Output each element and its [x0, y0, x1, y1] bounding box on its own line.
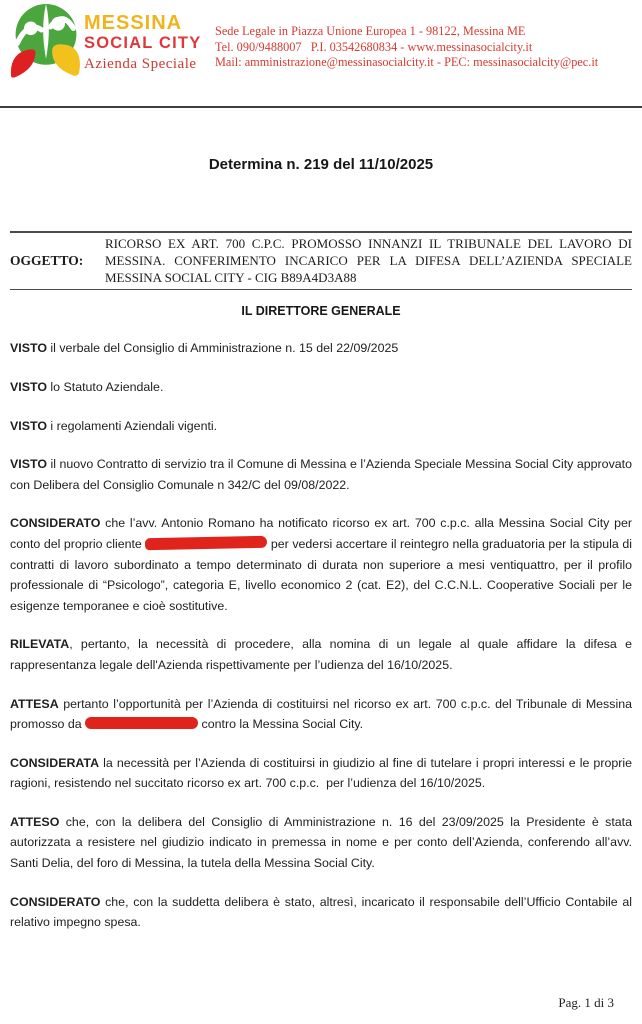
paragraph-text: che, con la suddetta delibera è stato, altresì, incaricato il responsabile dell’Ufficio Contabile al relativo impegno spesa.	[10, 894, 632, 930]
paragraph-text: contro la Messina Social City.	[198, 717, 364, 732]
paragraph-text: i regolamenti Aziendali vigenti.	[46, 418, 218, 433]
messina-social-city-logo-icon	[8, 4, 84, 80]
paragraph-considerato-1	[10, 513, 632, 616]
brand-subtitle: Azienda Speciale	[84, 55, 197, 72]
paragraph-lead: ATTESA	[10, 696, 59, 711]
document-body	[10, 338, 632, 932]
oggetto-text: RICORSO EX ART. 700 C.P.C. PROMOSSO INNANZI IL TRIBUNALE DEL LAVORO DI MESSINA. CONFERIMENTO INCARICO PER LA DIFESA DELL’AZIENDA SPECIALE MESSINA SOCIAL CITY - CIG B89A4D3A88	[105, 236, 632, 285]
paragraph-lead: VISTO	[10, 418, 47, 433]
brand-name-line2: SOCIAL CITY	[84, 34, 202, 52]
redacted-client-name	[85, 717, 198, 729]
paragraph-atteso	[10, 812, 632, 874]
contact-phone-vat: Tel. 090/9488007 P.I. 03542680834 - www.messinasocialcity.it	[215, 39, 533, 54]
paragraph-visto-1	[10, 338, 632, 359]
paragraph-text: il nuovo Contratto di servizio tra il Comune di Messina e l’Azienda Speciale Messina Social City approvato con Delibera del Consiglio Comunale n 342/C del 09/08/2022.	[10, 457, 632, 492]
paragraph-considerata	[10, 753, 632, 794]
paragraph-lead: VISTO	[10, 379, 47, 394]
paragraph-text: la necessità per l’Azienda di costituirsi in giudizio al fine di tutelare i propri interessi e le proprie ragioni, resistendo nel succitato ricorso ex art. 700 c.p.c. per l’udienza del 16/10/2025.	[10, 755, 632, 791]
paragraph-text: che l’avv. Antonio Romano ha notificato ricorso ex art. 700 c.p.c. alla Messina Social City per conto del proprio cliente	[10, 516, 632, 551]
paragraph-considerato-2	[10, 892, 632, 933]
oggetto-section	[10, 231, 632, 290]
contact-address: Sede Legale in Piazza Unione Europea 1 - 98122, Messina ME	[215, 24, 526, 38]
page-number: Pag. 1 di 3	[558, 995, 614, 1010]
paragraph-text: pertanto l’opportunità per l’Azienda di costituirsi nel ricorso ex art. 700 c.p.c. del Tribunale di Messina promosso da	[10, 696, 632, 732]
paragraph-lead: CONSIDERATO	[10, 894, 101, 909]
contact-email-pec: Mail: amministrazione@messinasocialcity.it - PEC: messinasocialcity@pec.it	[215, 55, 599, 69]
paragraph-rilevata	[10, 634, 632, 675]
paragraph-visto-4	[10, 454, 632, 495]
contact-block	[215, 24, 635, 71]
paragraph-visto-2	[10, 377, 632, 398]
paragraph-text: il verbale del Consiglio di Amministrazione n. 15 del 22/09/2025	[46, 341, 399, 356]
paragraph-visto-3	[10, 416, 632, 437]
letterhead	[0, 0, 642, 108]
redacted-client-name	[145, 536, 267, 551]
paragraph-lead: VISTO	[10, 457, 47, 472]
paragraph-lead: CONSIDERATO	[10, 516, 101, 531]
oggetto-label: OGGETTO:	[10, 253, 84, 269]
paragraph-attesa	[10, 694, 632, 735]
paragraph-text: per vedersi accertare il reintegro nella graduatoria per la stipula di contratti di lavoro subordinato a tempo determinato di durata non superiore a mesi ventiquattro, per il profilo professionale di “Psicologo”, categoria E, livello economico 2 (cat. E2), del C.C.N.L. Cooperative Sociali per le esigenze temporanee e cioè sostitutive.	[10, 536, 632, 613]
document-title: Determina n. 219 del 11/10/2025	[208, 156, 434, 173]
director-general-heading: IL DIRETTORE GENERALE	[241, 304, 401, 319]
paragraph-text: che, con la delibera del Consiglio di Amministrazione n. 16 del 23/09/2025 la Presidente è stata autorizzata a resistere nel giudizio indicato in premessa in nome e per conto dell’Azienda, conferendo all’avv. Santi Delia, del foro di Messina, la tutela della Messina Social City.	[10, 814, 632, 871]
paragraph-text: lo Statuto Aziendale.	[46, 379, 164, 394]
paragraph-lead: CONSIDERATA	[10, 755, 100, 770]
brand-text	[84, 13, 201, 72]
brand-name-line1: MESSINA	[84, 12, 183, 34]
paragraph-lead: VISTO	[10, 341, 47, 356]
paragraph-lead: RILEVATA	[10, 637, 70, 652]
paragraph-text: , pertanto, la necessità di procedere, alla nomina di un legale al quale affidare la difesa e rappresentanza legale dell'Azienda rispettivamente per l’udienza del 16/10/2025.	[10, 637, 632, 672]
paragraph-lead: ATTESO	[10, 814, 60, 829]
